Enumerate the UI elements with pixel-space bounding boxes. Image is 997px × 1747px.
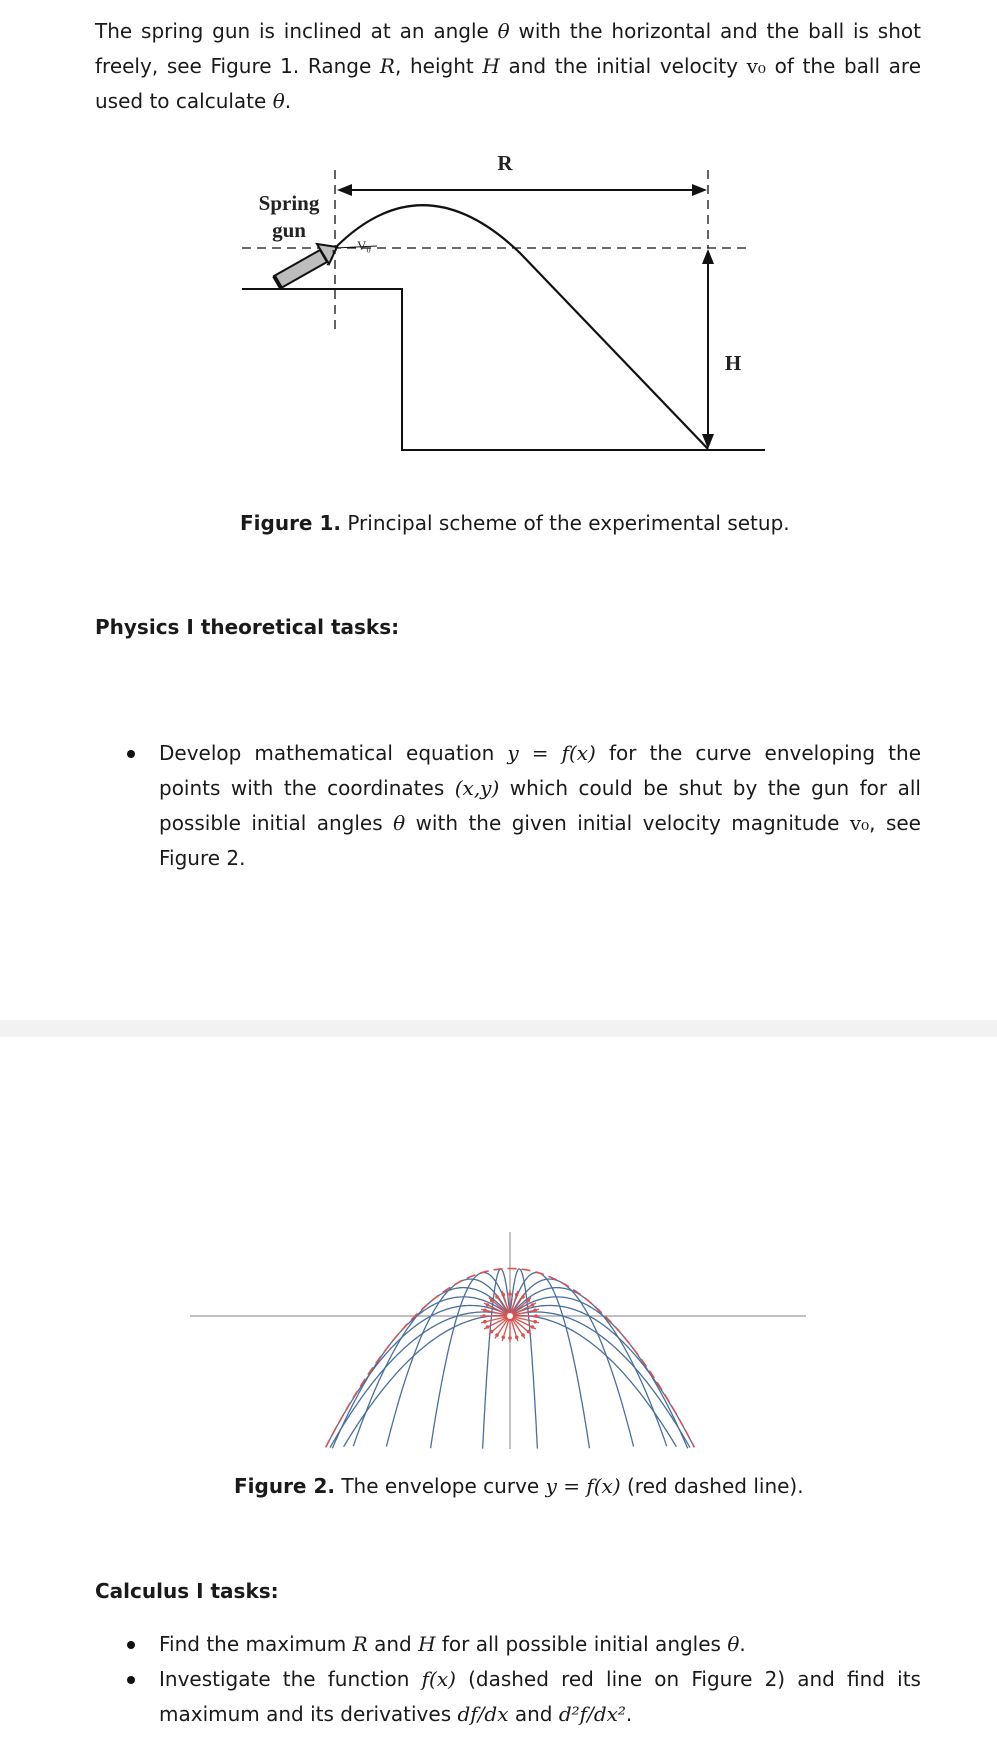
arrow-tip <box>495 1295 499 1299</box>
arrow-tip <box>508 1336 512 1340</box>
arrow-tip <box>490 1330 494 1334</box>
arrow-tip <box>486 1325 490 1329</box>
label-H: H <box>724 351 742 375</box>
arrow-tip <box>521 1333 525 1337</box>
arrow-tip <box>533 1309 537 1313</box>
arrow-tip <box>515 1336 519 1340</box>
intro-paragraph: The spring gun is inclined at an angle θ with the horizontal and the ball is shot freely, see Figure 1. Range R, height H and the initial velocity v₀ of the ball are used to calculate θ. <box>95 19 921 113</box>
trajectory-curve <box>330 1312 510 1448</box>
figure-2-diagram <box>190 1187 830 1487</box>
arrow-tip <box>521 1295 525 1299</box>
arrow-tip <box>495 1333 499 1337</box>
figure-2-caption: Figure 2. The envelope curve y = f(x) (red dashed line). <box>234 1474 804 1498</box>
arrow-tip <box>533 1320 537 1324</box>
launch-point <box>506 1312 514 1320</box>
page-gap <box>0 1020 997 1037</box>
figure-1-caption: Figure 1. Principal scheme of the experimental setup. <box>240 511 790 535</box>
physics-task-list <box>95 736 921 876</box>
arrow-tip <box>486 1303 490 1307</box>
arrow-tip <box>482 1314 486 1318</box>
arrow-tip <box>531 1303 535 1307</box>
arrow-tip <box>508 1292 512 1296</box>
trajectory-curve <box>510 1305 694 1447</box>
calculus-heading: Calculus I tasks: <box>95 1579 279 1603</box>
arrow-tip <box>502 1293 506 1297</box>
arrow-tip <box>483 1309 487 1313</box>
spring-gun <box>274 244 337 288</box>
figure-1-diagram <box>230 140 770 460</box>
label-spring: Spring <box>258 191 320 215</box>
arrow-tip <box>527 1330 531 1334</box>
trajectory-curve <box>510 1312 690 1448</box>
physics-heading: Physics I theoretical tasks: <box>95 615 400 639</box>
list-item: Develop mathematical equation y = f(x) for the curve enveloping the points with the coordinates (x,y) which could be shut by the gun for all possible initial angles θ with the given initial velocity magnitude v₀, see Figure 2. <box>95 736 921 876</box>
label-gun: gun <box>272 218 306 242</box>
arrow-tip <box>515 1293 519 1297</box>
arrow-tip <box>527 1299 531 1303</box>
arrow-tip <box>531 1325 535 1329</box>
trajectory-curve <box>510 1316 676 1447</box>
label-v0: V₀ <box>357 238 371 253</box>
height-arrowhead-bottom <box>702 434 714 449</box>
arrow-tip <box>502 1336 506 1340</box>
trajectory-curve <box>326 1305 510 1447</box>
arrow-tip <box>490 1299 494 1303</box>
ball-trajectory <box>335 205 708 449</box>
page-2 <box>0 1037 997 1747</box>
label-R: R <box>497 151 513 175</box>
range-arrowhead-left <box>337 184 352 196</box>
range-arrowhead-right <box>692 184 707 196</box>
arrow-tip <box>534 1314 538 1318</box>
trajectory-curve <box>344 1316 510 1447</box>
list-item: Find the maximum R and H for all possible initial angles θ. <box>95 1627 921 1662</box>
calculus-task-list <box>95 1627 921 1732</box>
arrow-tip <box>483 1320 487 1324</box>
list-item: Investigate the function f(x) (dashed red line on Figure 2) and find its maximum and its derivatives df/dx and d²f/dx². <box>95 1662 921 1732</box>
height-arrowhead-top <box>702 249 714 264</box>
